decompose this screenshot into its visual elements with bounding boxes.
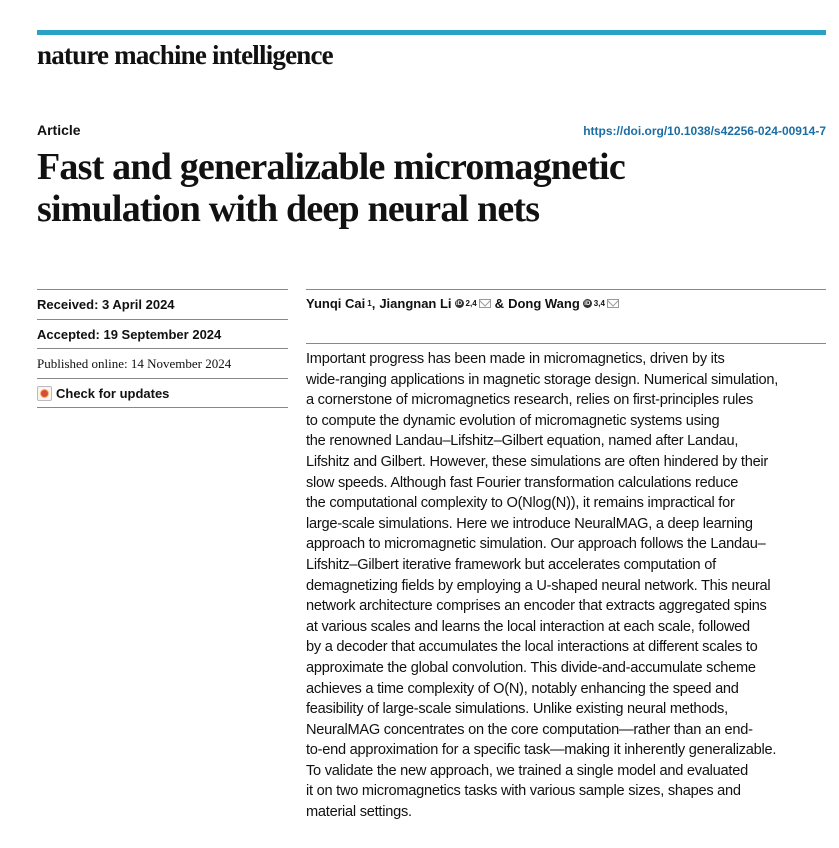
email-icon[interactable]	[479, 299, 491, 308]
email-icon[interactable]	[607, 299, 619, 308]
abstract-line: To validate the new approach, we trained a single model and evaluated	[306, 762, 748, 779]
abstract-line: at various scales and learns the local interaction at each scale, followed	[306, 618, 750, 635]
check-updates-label: Check for updates	[56, 386, 170, 401]
author-list	[306, 296, 619, 311]
article-type-label: Article	[37, 122, 81, 138]
published-date: Published online: 14 November 2024	[37, 356, 232, 371]
abstract-line: large-scale simulations. Here we introduce NeuralMAG, a deep learning	[306, 515, 753, 532]
abstract-line: slow speeds. Although fast Fourier transformation calculations reduce	[306, 474, 739, 491]
abstract-line: achieves a time complexity of O(N), notably enhancing the speed and	[306, 680, 739, 697]
divider	[306, 343, 826, 344]
title-line-2: simulation with deep neural nets	[37, 188, 540, 230]
doi-link[interactable]: https://doi.org/10.1038/s42256-024-00914-7	[583, 124, 826, 138]
abstract-line: by a decoder that accumulates the local interactions at different scales to	[306, 639, 758, 656]
abstract-line: Lifshitz–Gilbert iterative framework but accelerates computation of	[306, 556, 716, 573]
abstract-line: the renowned Landau–Lifshitz–Gilbert equation, named after Landau,	[306, 433, 739, 450]
abstract-line: approach to micromagnetic simulation. Our approach follows the Landau–	[306, 536, 766, 553]
abstract-line: demagnetizing fields by employing a U-shaped neural network. This neural	[306, 577, 771, 594]
orcid-icon[interactable]: iD	[584, 300, 591, 307]
received-date: Received: 3 April 2024	[37, 297, 175, 312]
abstract-line: wide-ranging applications in magnetic storage design. Numerical simulation,	[306, 371, 779, 388]
abstract-line: Lifshitz and Gilbert. However, these simulations are often hindered by their	[306, 453, 769, 470]
author-name[interactable]: Yunqi Cai	[306, 296, 366, 311]
affiliation-superscript: 1	[367, 299, 372, 308]
affiliation-superscript: 3,4	[593, 299, 605, 308]
abstract-line: to-end approximation for a specific task—making it inherently generalizable.	[306, 742, 777, 759]
abstract-line: a cornerstone of micromagnetics research, relies on first-principles rules	[306, 392, 754, 409]
title-line-1: Fast and generalizable micromagnetic	[37, 146, 625, 188]
abstract-line: material settings.	[306, 804, 412, 821]
divider	[306, 289, 826, 290]
divider	[37, 348, 288, 349]
divider	[37, 378, 288, 379]
abstract-line: network architecture comprises an encoder that extracts aggregated spins	[306, 598, 767, 615]
crossmark-icon	[37, 386, 52, 401]
accepted-date: Accepted: 19 September 2024	[37, 327, 222, 342]
abstract-line: NeuralMAG concentrates on the core computation—rather than an end-	[306, 721, 753, 738]
journal-name: nature machine intelligence	[37, 40, 333, 70]
divider	[37, 407, 288, 408]
author-name[interactable]: Jiangnan Li	[379, 296, 452, 311]
orcid-icon[interactable]: iD	[456, 300, 463, 307]
abstract-line: the computational complexity to O(Nlog(N)), it remains impractical for	[306, 495, 735, 512]
divider	[37, 319, 288, 320]
abstract-line: to compute the dynamic evolution of micromagnetic systems using	[306, 412, 720, 429]
check-updates-link[interactable]	[37, 386, 288, 401]
article-title	[37, 146, 817, 230]
author-name[interactable]: Dong Wang	[508, 296, 580, 311]
abstract-line: approximate the global convolution. This divide-and-accumulate scheme	[306, 659, 756, 676]
divider	[37, 289, 288, 290]
abstract-line: Important progress has been made in micromagnetics, driven by its	[306, 351, 725, 367]
abstract	[306, 349, 830, 823]
journal-accent-bar	[37, 30, 826, 35]
author-separator: &	[494, 296, 505, 311]
abstract-line: it on two micromagnetics tasks with various sample sizes, shapes and	[306, 783, 741, 800]
affiliation-superscript: 2,4	[465, 299, 477, 308]
abstract-line: feasibility of large-scale simulations. Unlike existing neural methods,	[306, 701, 728, 718]
author-separator: ,	[371, 296, 376, 311]
